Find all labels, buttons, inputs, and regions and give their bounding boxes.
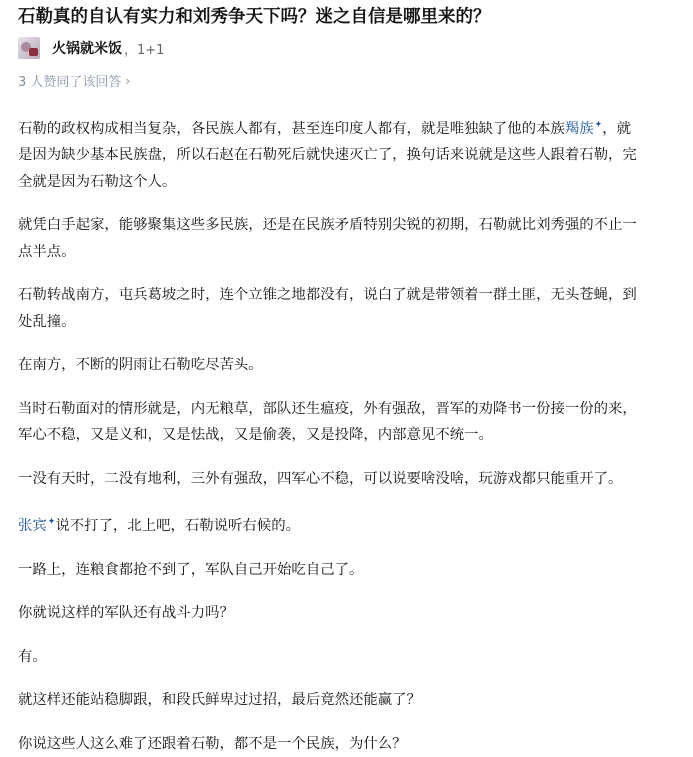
question-title[interactable]: 石勒真的自认有实力和刘秀争天下吗？迷之自信是哪里来的？ [18, 7, 491, 27]
answer-paragraph: 一没有天时，二没有地利，三外有强敌，四军心不稳，可以说要啥没啥，玩游戏都只能重开了。 [18, 470, 623, 487]
answer-text: 说不打了，北上吧，石勒说听右候的。 [55, 518, 300, 535]
answer-paragraph: 就凭白手起家，能够聚集这些多民族，还是在民族矛盾特别尖锐的初期，石勒就比刘秀强的不止一 点半点。 [18, 217, 637, 260]
keyword-link[interactable]: 张宾 [18, 518, 47, 535]
sparkle-icon: ✦ [47, 517, 56, 528]
answer-paragraph: 有。 [18, 648, 47, 665]
upvote-summary[interactable] [18, 71, 130, 90]
answer-paragraph: 一路上，连粮食都抢不到了，军队自己开始吃自己了。 [18, 561, 364, 578]
keyword-link[interactable]: 羯族 [564, 120, 594, 137]
answer-paragraph: 你说这些人这么难了还跟着石勒，都不是一个民族，为什么？ [18, 735, 407, 752]
answer-paragraph: 你就说这样的军队还有战斗力吗？ [18, 605, 234, 622]
answer-paragraph [18, 112, 674, 195]
author-name[interactable]: 火锅就米饭 [52, 41, 122, 57]
chevron-right-icon: › [125, 73, 131, 88]
answer-text: 石勒的政权构成相当复杂，各民族人都有，甚至连印度人都有，就是唯独缺了他的本族 [18, 120, 565, 137]
answer-paragraph: 石勒转战南方，屯兵葛坡之时，连个立锥之地都没有，说白了就是带领着一群土匪，无头苍蝇，到 处乱撞。 [18, 287, 637, 330]
sparkle-icon: ✦ [594, 120, 603, 130]
avatar[interactable] [18, 37, 40, 59]
answer-paragraph [18, 509, 674, 539]
answer-paragraph: 在南方，不断的阴雨让石勒吃尽苦头。 [18, 357, 263, 374]
answer-paragraph: 当时石勒面对的情形就是，内无粮草，部队还生瘟疫，外有强敌，晋军的劝降书一份接一份的来， 军心不稳，又是义和，又是怯战，又是偷袭，又是投降，内部意见不统一。 [18, 400, 637, 444]
avatar-shape [29, 48, 38, 56]
answer-content [18, 112, 674, 757]
answer-paragraph: 就这样还能站稳脚跟，和段氏鲜卑过过招，最后竟然还能赢了？ [18, 692, 421, 709]
author-badge: ，1+1 [124, 42, 165, 58]
author-info [18, 36, 164, 60]
upvote-count-text: 3 人赞同了该回答 [18, 75, 122, 90]
answer-text: ，就 是因为缺少基本民族盘，所以石赵在石勒死后就快速灭亡了，换句话来说就是这些人跟着石勒，完 全就是因为石勒这个人。 [18, 120, 637, 190]
